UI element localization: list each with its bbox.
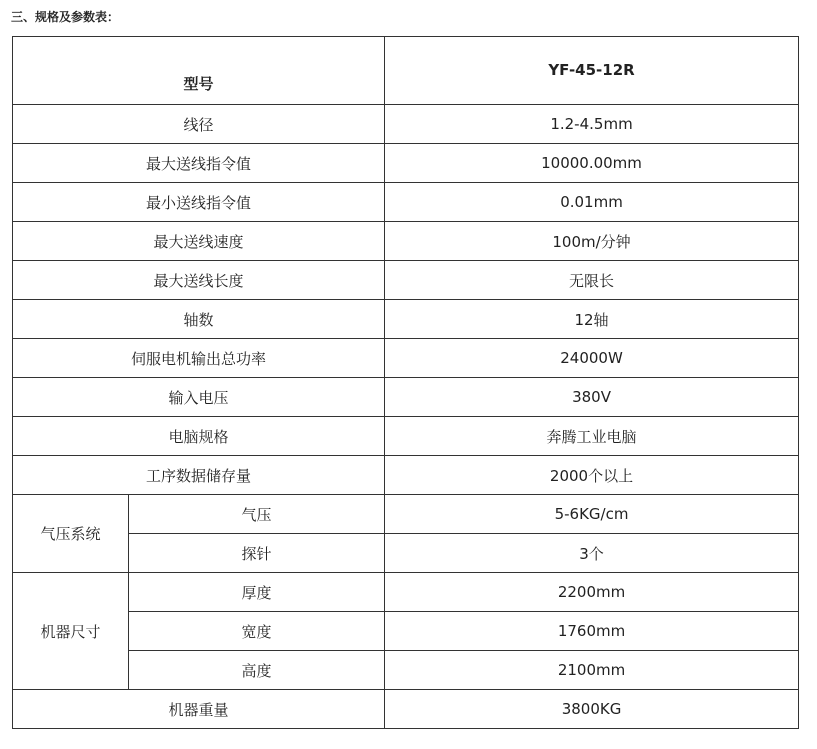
model-value: YF-45-12R — [385, 37, 799, 105]
table-row — [13, 183, 799, 222]
sub-label: 气压 — [129, 495, 385, 534]
row-label: 轴数 — [13, 300, 385, 339]
table-row — [13, 690, 799, 729]
row-value: 10000.00mm — [385, 144, 799, 183]
section-title: 三、规格及参数表： — [11, 10, 120, 24]
table-row — [13, 456, 799, 495]
row-label: 伺服电机输出总功率 — [13, 339, 385, 378]
row-value: 12轴 — [385, 300, 799, 339]
sub-label: 宽度 — [129, 612, 385, 651]
row-value: 3个 — [385, 534, 799, 573]
row-label: 输入电压 — [13, 378, 385, 417]
row-value: 奔腾工业电脑 — [385, 417, 799, 456]
table-row — [13, 651, 799, 690]
row-label: 机器重量 — [13, 690, 385, 729]
row-value: 5-6KG/cm — [385, 495, 799, 534]
group-label: 机器尺寸 — [13, 573, 129, 690]
row-value: 2100mm — [385, 651, 799, 690]
table-header-row — [13, 37, 799, 105]
table-row — [13, 339, 799, 378]
row-value: 24000W — [385, 339, 799, 378]
table-row — [13, 261, 799, 300]
row-label: 工序数据储存量 — [13, 456, 385, 495]
row-value: 0.01mm — [385, 183, 799, 222]
row-value: 2000个以上 — [385, 456, 799, 495]
row-value: 1760mm — [385, 612, 799, 651]
table-row — [13, 612, 799, 651]
sub-label: 厚度 — [129, 573, 385, 612]
model-label: 型号 — [13, 37, 385, 105]
table-row — [13, 573, 799, 612]
table-row — [13, 534, 799, 573]
row-label: 最大送线长度 — [13, 261, 385, 300]
sub-label: 探针 — [129, 534, 385, 573]
table-row — [13, 300, 799, 339]
row-value: 1.2-4.5mm — [385, 105, 799, 144]
table-row — [13, 495, 799, 534]
row-value: 380V — [385, 378, 799, 417]
group-label: 气压系统 — [13, 495, 129, 573]
row-value: 100m/分钟 — [385, 222, 799, 261]
row-value: 3800KG — [385, 690, 799, 729]
table-row — [13, 417, 799, 456]
spec-table — [12, 36, 799, 729]
row-label: 最大送线指令值 — [13, 144, 385, 183]
row-value: 2200mm — [385, 573, 799, 612]
table-row — [13, 222, 799, 261]
sub-label: 高度 — [129, 651, 385, 690]
row-label: 最小送线指令值 — [13, 183, 385, 222]
row-label: 线径 — [13, 105, 385, 144]
row-value: 无限长 — [385, 261, 799, 300]
table-row — [13, 378, 799, 417]
table-row — [13, 105, 799, 144]
table-row — [13, 144, 799, 183]
row-label: 最大送线速度 — [13, 222, 385, 261]
row-label: 电脑规格 — [13, 417, 385, 456]
